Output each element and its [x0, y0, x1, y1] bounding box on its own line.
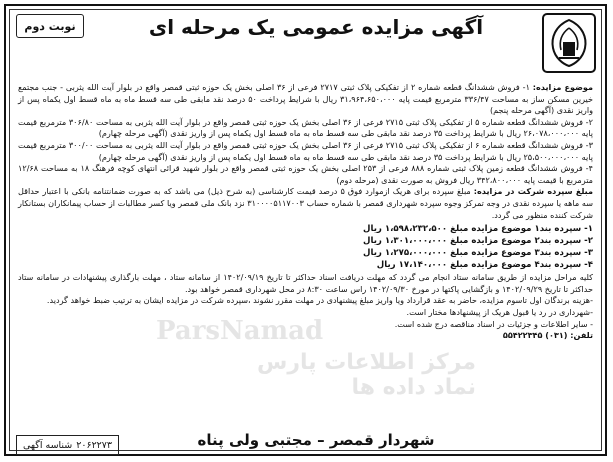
announcement-title: [116, 14, 516, 40]
phone-label: تلفن:: [570, 330, 593, 341]
item-4: ۴- فروش ششدانگ قطعه زمین پلاک ثبتی شماره ۸۸۸ فرعی از ۲۵۳ اصلی بخش یک حوزه ثبتی قمصر واقع در بلوار شهید قرائی انتهای کوچه فرهنگ ۱۸ به مساحت ۱۲/۶۸ مترمربع با قیمت پایه ۳۴۲،۸۰۰،۰۰۰ ریال فروش به صورت نقدی (مرحله دوم): [18, 163, 593, 185]
announcement-frame: [4, 4, 607, 456]
condition-1: کلیه مراحل مزایده از طریق سامانه ستاد انجام می گردد که مهلت دریافت اسناد حداکثر تا تاریخ ۱۴۰۲/۰۹/۱۹ از سامانه ستاد ، مهلت بارگذاری پیشنهادات در سامانه ستاد حداکثر تا تاریخ ۱۴۰۲/۰۹/۲۹ و بازگشایی پاکتها در مورخ ۱۴۰۲/۰۹/۳۰ راس ساعت ۸:۳۰ در محل شهرداری قمصر خواهد بود.: [18, 272, 594, 294]
title-text: آگهی مزایده عمومی یک مرحله ای: [148, 15, 484, 39]
deposit-item-3: ۳- سپرده بند۳ موضوع مزایده مبلغ ۱،۲۷۵،۰۰۰،۰۰۰ ریال: [363, 248, 593, 259]
municipality-emblem-icon: [541, 12, 597, 74]
condition-2: -هزینه برندگان اول تاسوم مزایده، حاضر به عقد قرارداد ویا واریز مبلغ پیشنهادی در مهلت مقرر نشوند ،سپرده شرکت در مزایده ایشان به ترتیب ضبط خواهد گردید.: [46, 295, 593, 306]
conditions: [18, 272, 593, 342]
edition-badge: نوبت دوم: [16, 14, 84, 38]
condition-3: -شهرداری در رد یا قبول هریک از پیشنهادها مختار است.: [406, 306, 593, 317]
item-3: ۳- فروش ششدانگ قطعه شماره ۶ از تفکیکی پلاک ثبتی ۲۷۱۵ فرعی از ۳۶ اصلی بخش یک حوزه ثبتی قمصر واقع در بلوار آیت الله یثربی به مساحت ۳۰۰/۰۰ مترمربع قیمت پایه ۲۵،۵۰۰،۰۰۰،۰۰۰ ریال با شرایط پرداخت ۳۵ درصد نقد مابقی طی سه قسط ماه به ماه قسط اول یکماه پس از واریز نقدی (آگهی مرحله چهارم): [18, 139, 593, 162]
watermark-persian: مرکز اطلاعات پارس نماد داده ها: [256, 350, 476, 400]
deposit-item-4: ۴- سپرده بند۴ موضوع مزایده مبلغ ۱۷،۱۴۰،۰۰۰ ریال: [376, 260, 593, 271]
deposit-text: مبلغ سپرده برای هریک ازموارد فوق ۵ درصد قیمت کارشناسی (به شرح ذیل) می باشد که به صورت ضمانتنامه بانکی با اعتبار حداقل سه ماهه یا سپرده نقدی در وجه تمرکز وجوه سپرده شهرداری قمصر با شماره حساب ۳۱۰۰۰۰۵۱۱۷۰۰۳ نزد بانک ملی قمصر ویا کسر مطالبات از حساب پیمانکاران بستانکار شرکت کننده منظور می گردد.: [18, 186, 593, 220]
item-2: ۲- فروش ششدانگ قطعه شماره ۵ از تفکیکی پلاک ثبتی ۲۷۱۵ فرعی از ۳۶ اصلی بخش یک حوزه ثبتی قمصر واقع در بلوار آیت الله یثربی به مساحت ۳۰۶/۸۰ مترمربع قیمت پایه ۲۶،۰۷۸،۰۰۰،۰۰۰ ریال با شرایط پرداخت ۳۵ درصد نقد مابقی طی سه قسط ماه به ماه قسط اول یکماه پس از واریز نقدی (آگهی مرحله چهارم): [18, 116, 593, 139]
condition-4: - سایر اطلاعات و جزئیات در اسناد مناقصه درج شده است.: [394, 318, 593, 329]
deposit-item-2: ۲- سپرده بند۲ موضوع مزایده مبلغ ۱،۳۰۱،۰۰۰،۰۰۰ ریال: [363, 236, 593, 247]
phone-number: (۰۳۱) ۵۵۴۲۲۳۴۵: [502, 330, 568, 341]
deposit-item-1: ۱- سپرده بند۱ موضوع مزایده مبلغ ۱،۵۹۸،۲۳۲،۵۰۰ ریال: [363, 224, 593, 235]
signature: شهردار قمصر – مجتبی ولی پناه: [197, 431, 435, 449]
watermark-latin: ParsNamad: [156, 316, 324, 346]
item-1: ۱- فروش ششدانگ قطعه شماره ۲ از تفکیکی پلاک ثبتی ۲۷۱۷ فرعی از ۳۶ اصلی بخش یک حوزه ثبتی قمصر واقع در بلوار آیت الله یثربی - جنب مجتمع خیرین مسکن ساز به مساحت ۳۳۶/۴۷ مترمربع قیمت پایه ۳۱،۹۶۴،۶۵۰،۰۰۰ ریال با شرایط پرداخت ۵۰ درصد نقد مابقی طی سه قسط ماه به ماه قسط اول یکماه پس از واریز نقدی (آگهی مرحله پنجم): [18, 82, 593, 116]
ad-id-label: شناسه آگهی: [23, 439, 73, 451]
announcement-body: [18, 82, 593, 342]
ad-id-box: [16, 435, 119, 455]
deposit-list: [18, 223, 593, 271]
deposit-label: مبلغ سپرده شرکت در مزایده:: [473, 186, 593, 197]
subject-label: موضوع مزایده:: [532, 82, 593, 92]
ad-id-value: ۲۰۶۲۲۷۳: [76, 439, 112, 451]
